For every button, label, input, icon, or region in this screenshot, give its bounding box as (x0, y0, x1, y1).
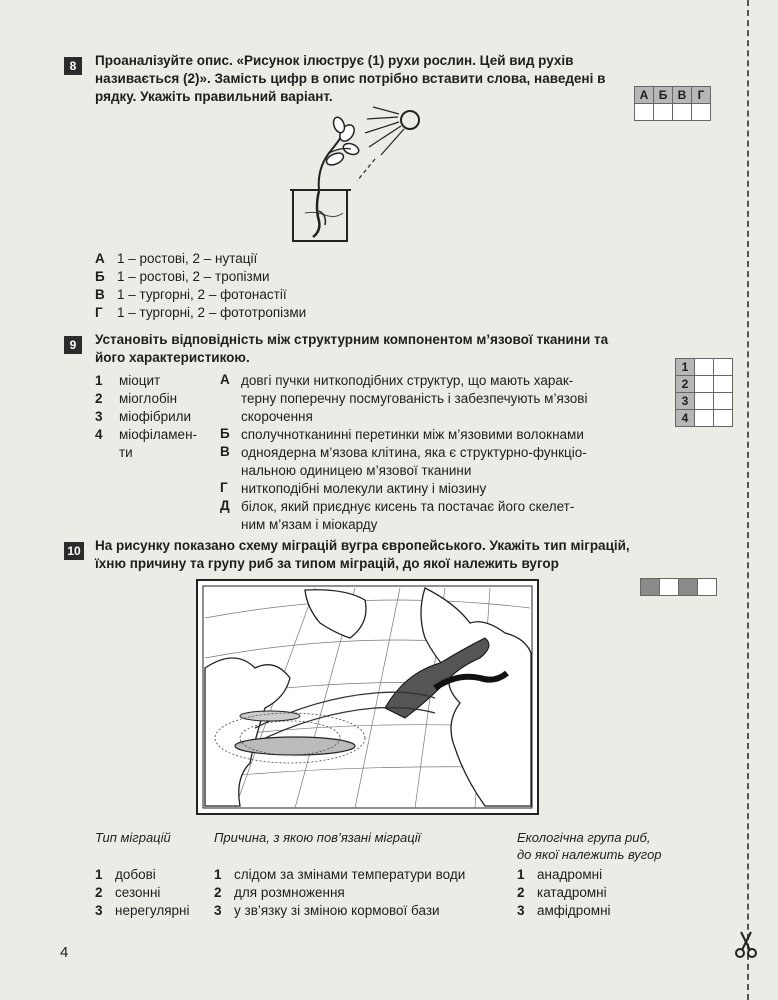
match-left-number: 3 (95, 409, 103, 424)
match-right-letter: Б (220, 426, 230, 441)
page-number: 4 (60, 944, 69, 961)
match-right-line: ним м’язам і міокарду (241, 517, 378, 532)
question-9-answer-grid (675, 358, 733, 427)
column-2-item-2[interactable] (214, 884, 345, 902)
item-text: анадромні (537, 867, 603, 882)
grid-row-label: 3 (676, 393, 695, 410)
match-left-number: 1 (95, 373, 103, 388)
grid-cell[interactable] (660, 579, 679, 596)
item-number: 1 (517, 867, 525, 882)
cut-line (747, 0, 749, 1000)
grid-cell[interactable] (714, 410, 733, 427)
match-left-text: міоглобін (119, 391, 178, 406)
eel-migration-map (195, 578, 540, 816)
grid-row-label: 1 (676, 359, 695, 376)
question-10-answer-grid (640, 578, 717, 596)
answer-header-b: Б (654, 87, 673, 104)
item-text: амфідромні (537, 903, 611, 918)
item-text: катадромні (537, 885, 607, 900)
match-left-number: 2 (95, 391, 103, 406)
match-right-letter: А (220, 372, 230, 387)
question-10-stem: На рисунку показано схему міграцій вугра європейського. Укажіть тип міграцій, їхню причину та групу риб за типом міграцій, до якої належить вугор (95, 538, 630, 571)
question-9-number: 9 (64, 336, 82, 354)
column-1-head: Тип міграцій (95, 830, 171, 845)
column-2-item-3[interactable] (214, 902, 440, 920)
question-8-number: 8 (64, 57, 82, 75)
question-8-option-v[interactable] (95, 286, 287, 304)
grid-cell[interactable] (695, 376, 714, 393)
match-right-line: терну поперечну посмугованість і забезпечують м’язові (241, 391, 588, 406)
grid-cell[interactable] (679, 579, 698, 596)
match-right-line: білок, який приєднує кисень та постачає його скелет- (241, 499, 575, 514)
match-left-number: 4 (95, 427, 103, 442)
question-10-number: 10 (64, 542, 84, 560)
grid-row-label: 2 (676, 376, 695, 393)
question-8-option-a[interactable] (95, 250, 257, 268)
match-right-letter: Г (220, 480, 228, 495)
match-right-line: сполучнотканинні перетинки між м’язовими волокнами (241, 427, 584, 442)
match-right-line: нальною одиницею м’язової тканини (241, 463, 472, 478)
answer-cell-g[interactable] (692, 104, 711, 121)
scissors-icon (731, 930, 761, 960)
item-text: добові (115, 867, 156, 882)
plant-phototropism-figure (285, 103, 430, 248)
match-left-text: ти (119, 445, 133, 460)
item-number: 3 (214, 903, 222, 918)
match-right-line: одноядерна м’язова клітина, яка є структурно-функціо- (241, 445, 587, 460)
question-8-option-b[interactable] (95, 268, 270, 286)
option-text: 1 – тургорні, 2 – фототропізми (117, 305, 307, 320)
column-3-item-2[interactable] (517, 884, 607, 902)
option-letter: Г (95, 305, 103, 320)
answer-header-a: А (635, 87, 654, 104)
question-8-stem: Проаналізуйте опис. «Рисунок ілюструє (1) рухи рослин. Цей вид рухів називається (2)». Замість цифр в опис потрібно вставити слова, наведені в рядку. Укажіть правильний варіант. (95, 53, 606, 104)
grid-cell[interactable] (641, 579, 660, 596)
column-1-item-1[interactable] (95, 866, 156, 884)
answer-header-g: Г (692, 87, 711, 104)
item-text: нерегулярні (115, 903, 190, 918)
grid-cell[interactable] (714, 376, 733, 393)
column-3-item-1[interactable] (517, 866, 602, 884)
option-text: 1 – ростові, 2 – нутації (117, 251, 258, 266)
match-right-line: скорочення (241, 409, 313, 424)
question-8-option-g[interactable] (95, 304, 306, 322)
match-left-text: міоцит (119, 373, 161, 388)
match-right-letter: Д (220, 498, 230, 513)
column-3-head-line-1: Екологічна група риб, (517, 830, 651, 845)
match-left-text: міофібрили (119, 409, 192, 424)
item-text: слідом за змінами температури води (234, 867, 466, 882)
grid-row-label: 4 (676, 410, 695, 427)
column-3-head-line-2: до якої належить вугор (517, 847, 662, 862)
column-1-item-3[interactable] (95, 902, 190, 920)
item-number: 1 (214, 867, 222, 882)
answer-cell-v[interactable] (673, 104, 692, 121)
column-2-head: Причина, з якою пов’язані міграції (214, 830, 421, 845)
item-text: у зв’язку зі зміною кормової бази (234, 903, 440, 918)
option-text: 1 – ростові, 2 – тропізми (117, 269, 270, 284)
question-8-answer-grid (634, 86, 711, 121)
item-number: 3 (517, 903, 525, 918)
item-number: 1 (95, 867, 103, 882)
grid-cell[interactable] (695, 359, 714, 376)
column-1-item-2[interactable] (95, 884, 160, 902)
answer-cell-b[interactable] (654, 104, 673, 121)
answer-header-v: В (673, 87, 692, 104)
grid-cell[interactable] (714, 393, 733, 410)
option-text: 1 – тургорні, 2 – фотонастії (117, 287, 287, 302)
item-number: 2 (95, 885, 103, 900)
grid-cell[interactable] (695, 393, 714, 410)
match-left-text: міофіламен- (119, 427, 198, 442)
option-letter: А (95, 251, 105, 266)
match-right-line: ниткоподібні молекули актину і міозину (241, 481, 487, 496)
question-9-stem: Установіть відповідність між структурним компонентом м’язової тканини та його характеристикою. (95, 332, 609, 365)
item-number: 3 (95, 903, 103, 918)
grid-cell[interactable] (695, 410, 714, 427)
answer-cell-a[interactable] (635, 104, 654, 121)
grid-cell[interactable] (714, 359, 733, 376)
column-2-item-1[interactable] (214, 866, 465, 884)
option-letter: В (95, 287, 105, 302)
grid-cell[interactable] (698, 579, 717, 596)
item-text: для розмноження (234, 885, 345, 900)
item-number: 2 (214, 885, 222, 900)
match-right-line: довгі пучки ниткоподібних структур, що мають харак- (241, 373, 574, 388)
item-number: 2 (517, 885, 525, 900)
match-right-letter: В (220, 444, 230, 459)
option-letter: Б (95, 269, 105, 284)
column-3-item-3[interactable] (517, 902, 611, 920)
item-text: сезонні (115, 885, 161, 900)
